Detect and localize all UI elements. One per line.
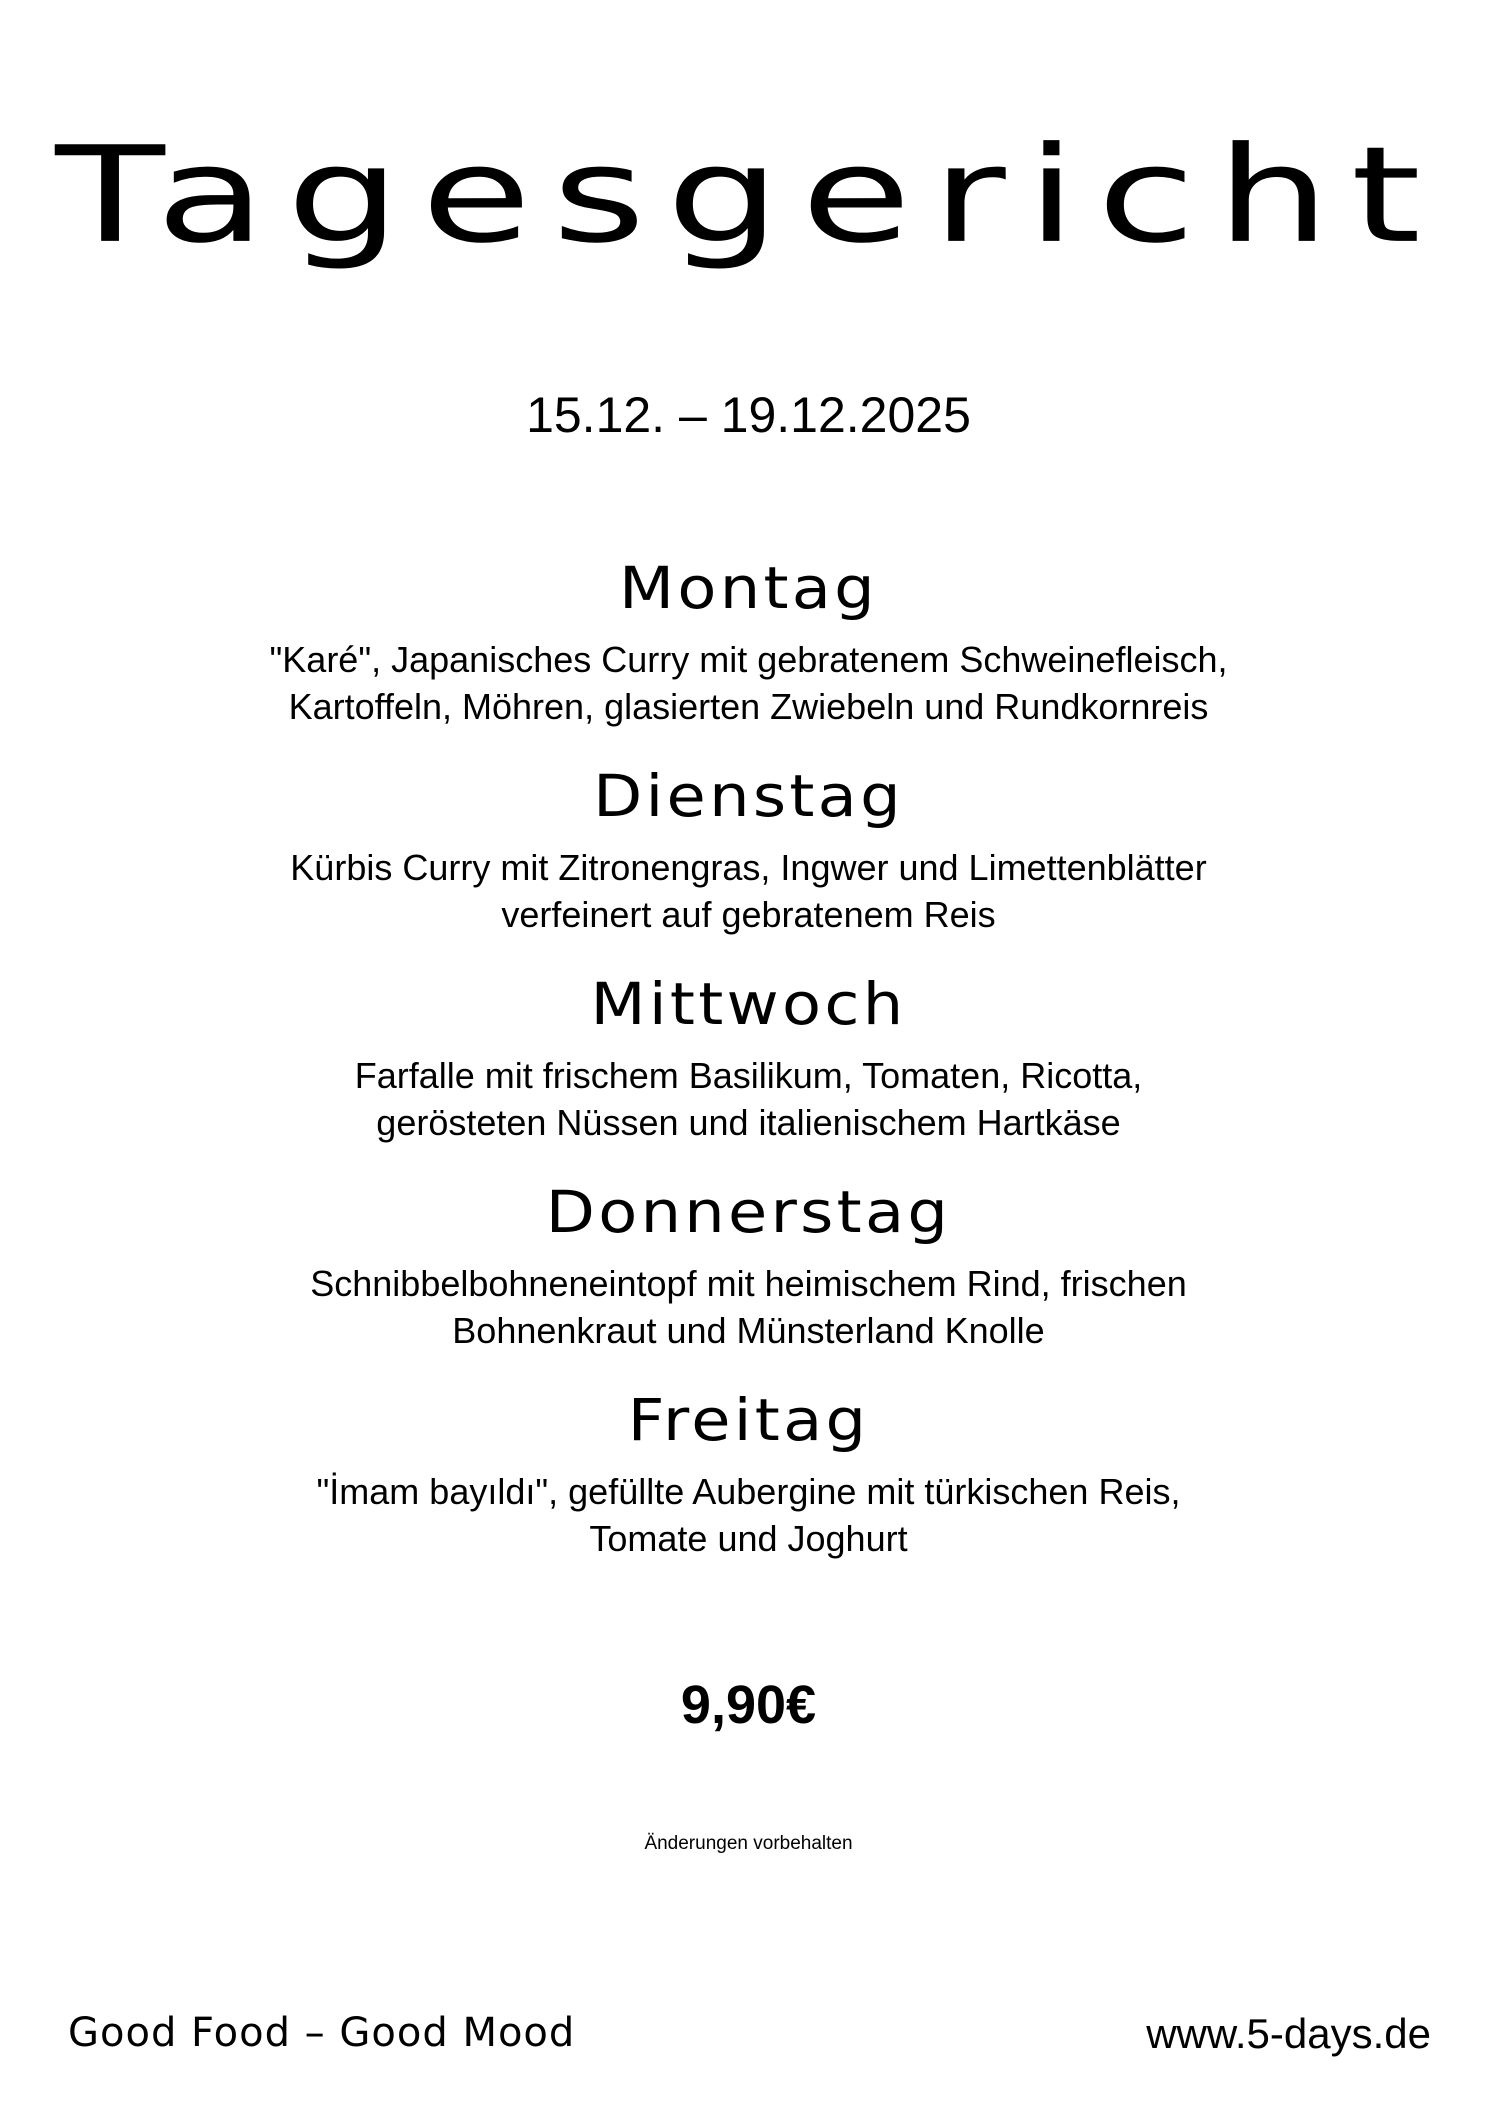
footer-slogan: Good Food – Good Mood (68, 2010, 576, 2056)
day-heading: Freitag (627, 1386, 870, 1454)
footer-website: www.5-days.de (1146, 2010, 1431, 2057)
dish-description (0, 844, 1497, 938)
day-section-tuesday (0, 756, 1497, 938)
day-section-friday (0, 1380, 1497, 1562)
dish-description (0, 1468, 1497, 1562)
day-heading: Dienstag (593, 762, 904, 830)
day-heading: Montag (619, 554, 878, 622)
dish-line: "İmam bayıldı", gefüllte Aubergine mit türkischen Reis, (316, 1471, 1181, 1512)
day-heading: Mittwoch (590, 970, 907, 1038)
page-title: Tagesgericht (55, 117, 1442, 273)
dish-line: Kürbis Curry mit Zitronengras, Ingwer und Limettenblätter (290, 847, 1207, 888)
dish-line: gerösteten Nüssen und italienischem Hartkäse (376, 1102, 1121, 1143)
dish-description (0, 1260, 1497, 1354)
day-section-wednesday (0, 964, 1497, 1146)
dish-description (0, 636, 1497, 730)
dish-description (0, 1052, 1497, 1146)
date-range: 15.12. – 19.12.2025 (526, 387, 971, 443)
dish-line: Schnibbelbohneneintopf mit heimischem Rind, frischen (310, 1263, 1187, 1304)
price: 9,90€ (680, 1675, 817, 1735)
day-heading: Donnerstag (545, 1178, 952, 1246)
disclaimer-note: Änderungen vorbehalten (644, 1833, 853, 1854)
day-section-monday (0, 548, 1497, 730)
dish-line: Bohnenkraut und Münsterland Knolle (452, 1310, 1045, 1351)
dish-line: "Karé", Japanisches Curry mit gebratenem Schweinefleisch, (269, 639, 1228, 680)
dish-line: verfeinert auf gebratenem Reis (501, 894, 996, 935)
day-section-thursday (0, 1172, 1497, 1354)
dish-line: Farfalle mit frischem Basilikum, Tomaten, Ricotta, (354, 1055, 1143, 1096)
dish-line: Kartoffeln, Möhren, glasierten Zwiebeln und Rundkornreis (288, 686, 1209, 727)
dish-line: Tomate und Joghurt (589, 1518, 908, 1559)
